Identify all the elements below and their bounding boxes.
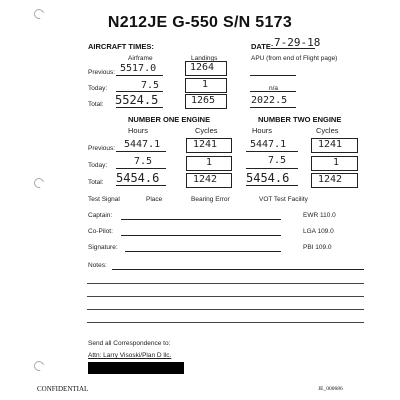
engine-one-title: NUMBER ONE ENGINE (128, 115, 211, 124)
engine-two-hours-previous: 5447.1 (250, 139, 287, 150)
vot-facility-label: VOT Test Facility (259, 196, 308, 203)
copilot-label: Co-Pilot: (88, 228, 113, 235)
notes-line-3 (87, 296, 364, 297)
apu-previous-line (250, 75, 296, 76)
engine-one-hours-total-line (116, 185, 166, 186)
binder-hole (32, 359, 46, 373)
redaction-block (88, 362, 184, 374)
engine-two-hours-total-line (246, 185, 298, 186)
apu-header: APU (from end of Flight page) (251, 55, 338, 62)
airframe-today: 7.5 (141, 80, 160, 91)
attn-line: Attn: Larry Visoski/Plan D llc. (88, 352, 172, 359)
signature-line (125, 251, 281, 252)
engine-two-hours-today: 7.5 (268, 155, 287, 166)
row-today-label: Today: (88, 85, 108, 92)
vot-ewr: EWR 110.0 (303, 212, 336, 219)
apu-today: n/a (269, 85, 279, 92)
engine-one-hours-previous-line (116, 151, 166, 152)
engine-one-cycles-label: Cycles (195, 126, 218, 135)
vot-lga: LGA 109.0 (303, 228, 334, 235)
landings-previous: 1264 (190, 62, 215, 73)
engine-two-hours-today-line (246, 168, 298, 169)
apu-today-line (250, 91, 296, 92)
engine-two-cycles-today: 1 (333, 157, 340, 168)
airframe-header: Airframe (128, 55, 153, 62)
engine-two-cycles-label: Cycles (316, 126, 339, 135)
captain-line (121, 219, 281, 220)
test-signal-label: Test Signal (88, 196, 120, 203)
engine-one-hours-label: Hours (128, 126, 149, 135)
notes-label: Notes: (88, 262, 107, 269)
bearing-error-label: Bearing Error (191, 196, 230, 203)
engine-two-hours-label: Hours (252, 126, 273, 135)
landings-today: 1 (202, 79, 209, 90)
notes-line-2 (87, 283, 364, 284)
airframe-total: 5524.5 (115, 93, 159, 107)
airframe-previous-line (116, 75, 163, 76)
landings-total: 1265 (191, 95, 216, 106)
engine-one-hours-today-line (116, 168, 166, 169)
correspondence-label: Send all Correspondence to: (88, 340, 171, 347)
section-title: AIRCRAFT TIMES: (88, 42, 154, 51)
date-value: 7-29-18 (274, 36, 321, 49)
document-title: N212JE G-550 S/N 5173 (107, 14, 293, 31)
notes-line-5 (87, 322, 364, 323)
airframe-previous: 5517.0 (120, 63, 157, 74)
engine-two-title: NUMBER TWO ENGINE (258, 115, 342, 124)
date-label: DATE: (251, 42, 274, 51)
notes-line-4 (87, 309, 364, 310)
engine-two-hours-total: 5454.6 (246, 171, 290, 185)
airframe-total-line (116, 107, 163, 108)
apu-total: 2022.5 (251, 95, 288, 106)
footer-confidential: CONFIDENTIAL (37, 385, 89, 393)
landings-header: Landings (191, 55, 218, 62)
engine-one-hours-previous: 5447.1 (124, 139, 161, 150)
engine-row-total-label: Total: (88, 179, 104, 186)
place-label: Place (146, 196, 163, 203)
engine-row-today-label: Today: (88, 162, 108, 169)
date-underline (271, 48, 315, 49)
airframe-today-line (116, 91, 163, 92)
apu-total-line (250, 107, 296, 108)
binder-hole (32, 176, 46, 190)
captain-label: Captain: (88, 212, 113, 219)
engine-one-hours-today: 7.5 (134, 156, 153, 167)
footer-bates: JE_000686 (318, 386, 343, 392)
engine-one-cycles-previous: 1241 (193, 139, 218, 150)
signature-label: Signature: (88, 244, 118, 251)
engine-one-hours-total: 5454.6 (116, 171, 160, 185)
engine-one-cycles-total: 1242 (193, 174, 218, 185)
engine-one-cycles-today: 1 (206, 157, 213, 168)
vot-pbi: PBI 109.0 (303, 244, 332, 251)
engine-two-hours-previous-line (246, 151, 298, 152)
engine-row-previous-label: Previous: (88, 145, 116, 152)
row-previous-label: Previous: (88, 69, 116, 76)
notes-line-1 (112, 269, 364, 270)
row-total-label: Total: (88, 101, 104, 108)
copilot-line (121, 235, 281, 236)
engine-two-cycles-previous: 1241 (318, 139, 343, 150)
engine-two-cycles-total: 1242 (318, 174, 343, 185)
